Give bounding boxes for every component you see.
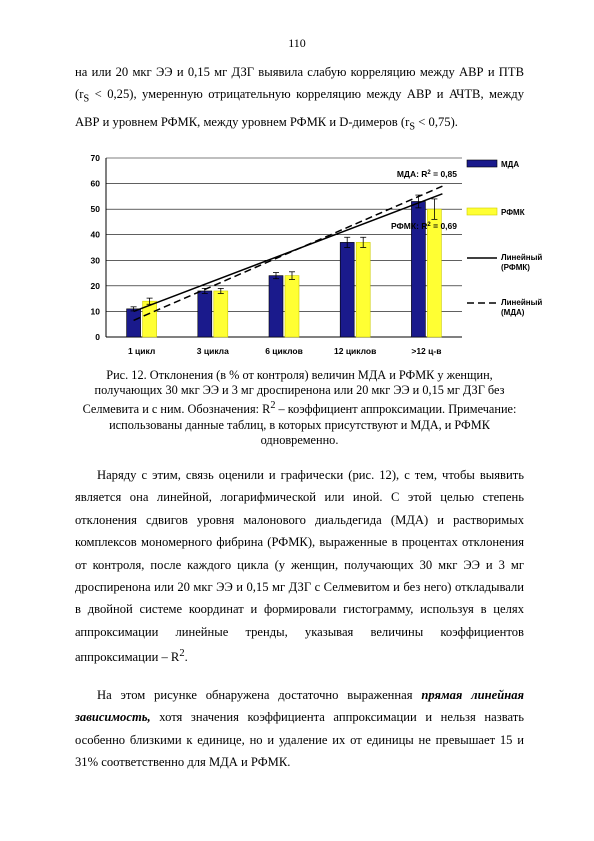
legend-label-trend-mda-2: (МДА) [501, 308, 525, 317]
bar-mda [198, 291, 212, 337]
y-tick-label: 30 [90, 255, 100, 266]
y-tick-label: 40 [90, 229, 100, 240]
figure-caption: Рис. 12. Отклонения (в % от контроля) величин МДА и РФМК у женщин, получающих 30 мкг ЭЭ и 3 мг дроспиренона или 20 мкг ЭЭ и 0,15 мг ДЗГ без Селмевита и с ним. Обозначения: $R^2$ – коэффициент аппроксимации. Примечание: использованы данные таблиц, в которых присутствуют и МДА, и РФМК одновременно. [82, 368, 517, 447]
y-tick-label: 10 [90, 306, 100, 317]
bar-mda [269, 276, 283, 337]
y-tick-label: 60 [90, 178, 100, 189]
y-tick-label: 50 [90, 204, 100, 215]
x-tick-label: 1 цикл [127, 346, 156, 356]
legend-label-trend-rfmk-2: (РФМК) [501, 263, 530, 272]
bar-rfmk [214, 291, 228, 337]
legend-label-trend-mda: Линейный [501, 298, 542, 307]
x-tick-label: >12 ц-в [411, 346, 442, 356]
x-tick-label: 12 циклов [334, 346, 377, 356]
legend-label-mda: МДА [501, 160, 520, 169]
legend-label-trend-rfmk: Линейный [501, 253, 542, 262]
r2-label-rfmk: РФМК: $R^2 = 0,69$ [391, 221, 457, 231]
legend-label-rfmk: РФМК [501, 208, 525, 217]
legend-swatch-rfmk [467, 208, 497, 215]
figure-chart [82, 148, 542, 360]
y-tick-label: 20 [90, 280, 100, 291]
page-number: 110 [288, 36, 306, 50]
paragraph-3: На этом рисунке обнаружена достаточно выраженная прямая линейная зависимость, хотя значения коэффициента аппроксимации и нельзя назвать особенно близкими к единице, но и удаление их от единицы не превышает 15 и 31% соответственно для МДА и РФМК. [75, 688, 524, 770]
bar-rfmk [285, 276, 299, 337]
bar-mda [127, 309, 141, 337]
bar-rfmk [356, 242, 370, 337]
legend-swatch-mda [467, 160, 497, 167]
y-tick-label: 0 [95, 332, 100, 342]
emphasis-text: прямая линейная зависимость, [75, 688, 524, 725]
paragraph-2: Наряду с этим, связь оценили и графически (рис. 12), с тем, чтобы выявить является она линейной, логарифмической или иной. С этой целью степень отклонения сдвигов уровня малонового диальдегида (МДА) и растворимых комплексов мономерного фибрина (РФМК), выраженные в процентах отклонения от контроля, после каждого цикла (у женщин, получающих 30 мкг ЭЭ и 3 мг дроспиренона или 20 мкг ЭЭ и 0,15 мг ДЗГ с Селмевитом и без него) откладывали в двойной системе координат и формировали гистограмму, используя в целях аппроксимации линейные тренды, указывая величины коэффициентов аппроксимации – $R^2$. [75, 468, 524, 665]
paragraph-1: на или 20 мкг ЭЭ и 0,15 мг ДЗГ выявила слабую корреляцию между АВР и ПТВ $(r_S < 0,25)$, умеренную отрицательную корреляцию между АВР и АЧТВ, между АВР и уровнем РФМК, между уровнем РФМК и D-димеров $(r_S < 0,75)$. [75, 65, 524, 133]
y-tick-label: 70 [90, 153, 100, 163]
x-tick-label: 6 циклов [265, 346, 303, 356]
bar-mda [340, 242, 354, 337]
bar-chart [82, 148, 542, 360]
x-tick-label: 3 цикла [196, 346, 229, 356]
r2-label-mda: МДА: $R^2 = 0,85$ [396, 169, 457, 179]
